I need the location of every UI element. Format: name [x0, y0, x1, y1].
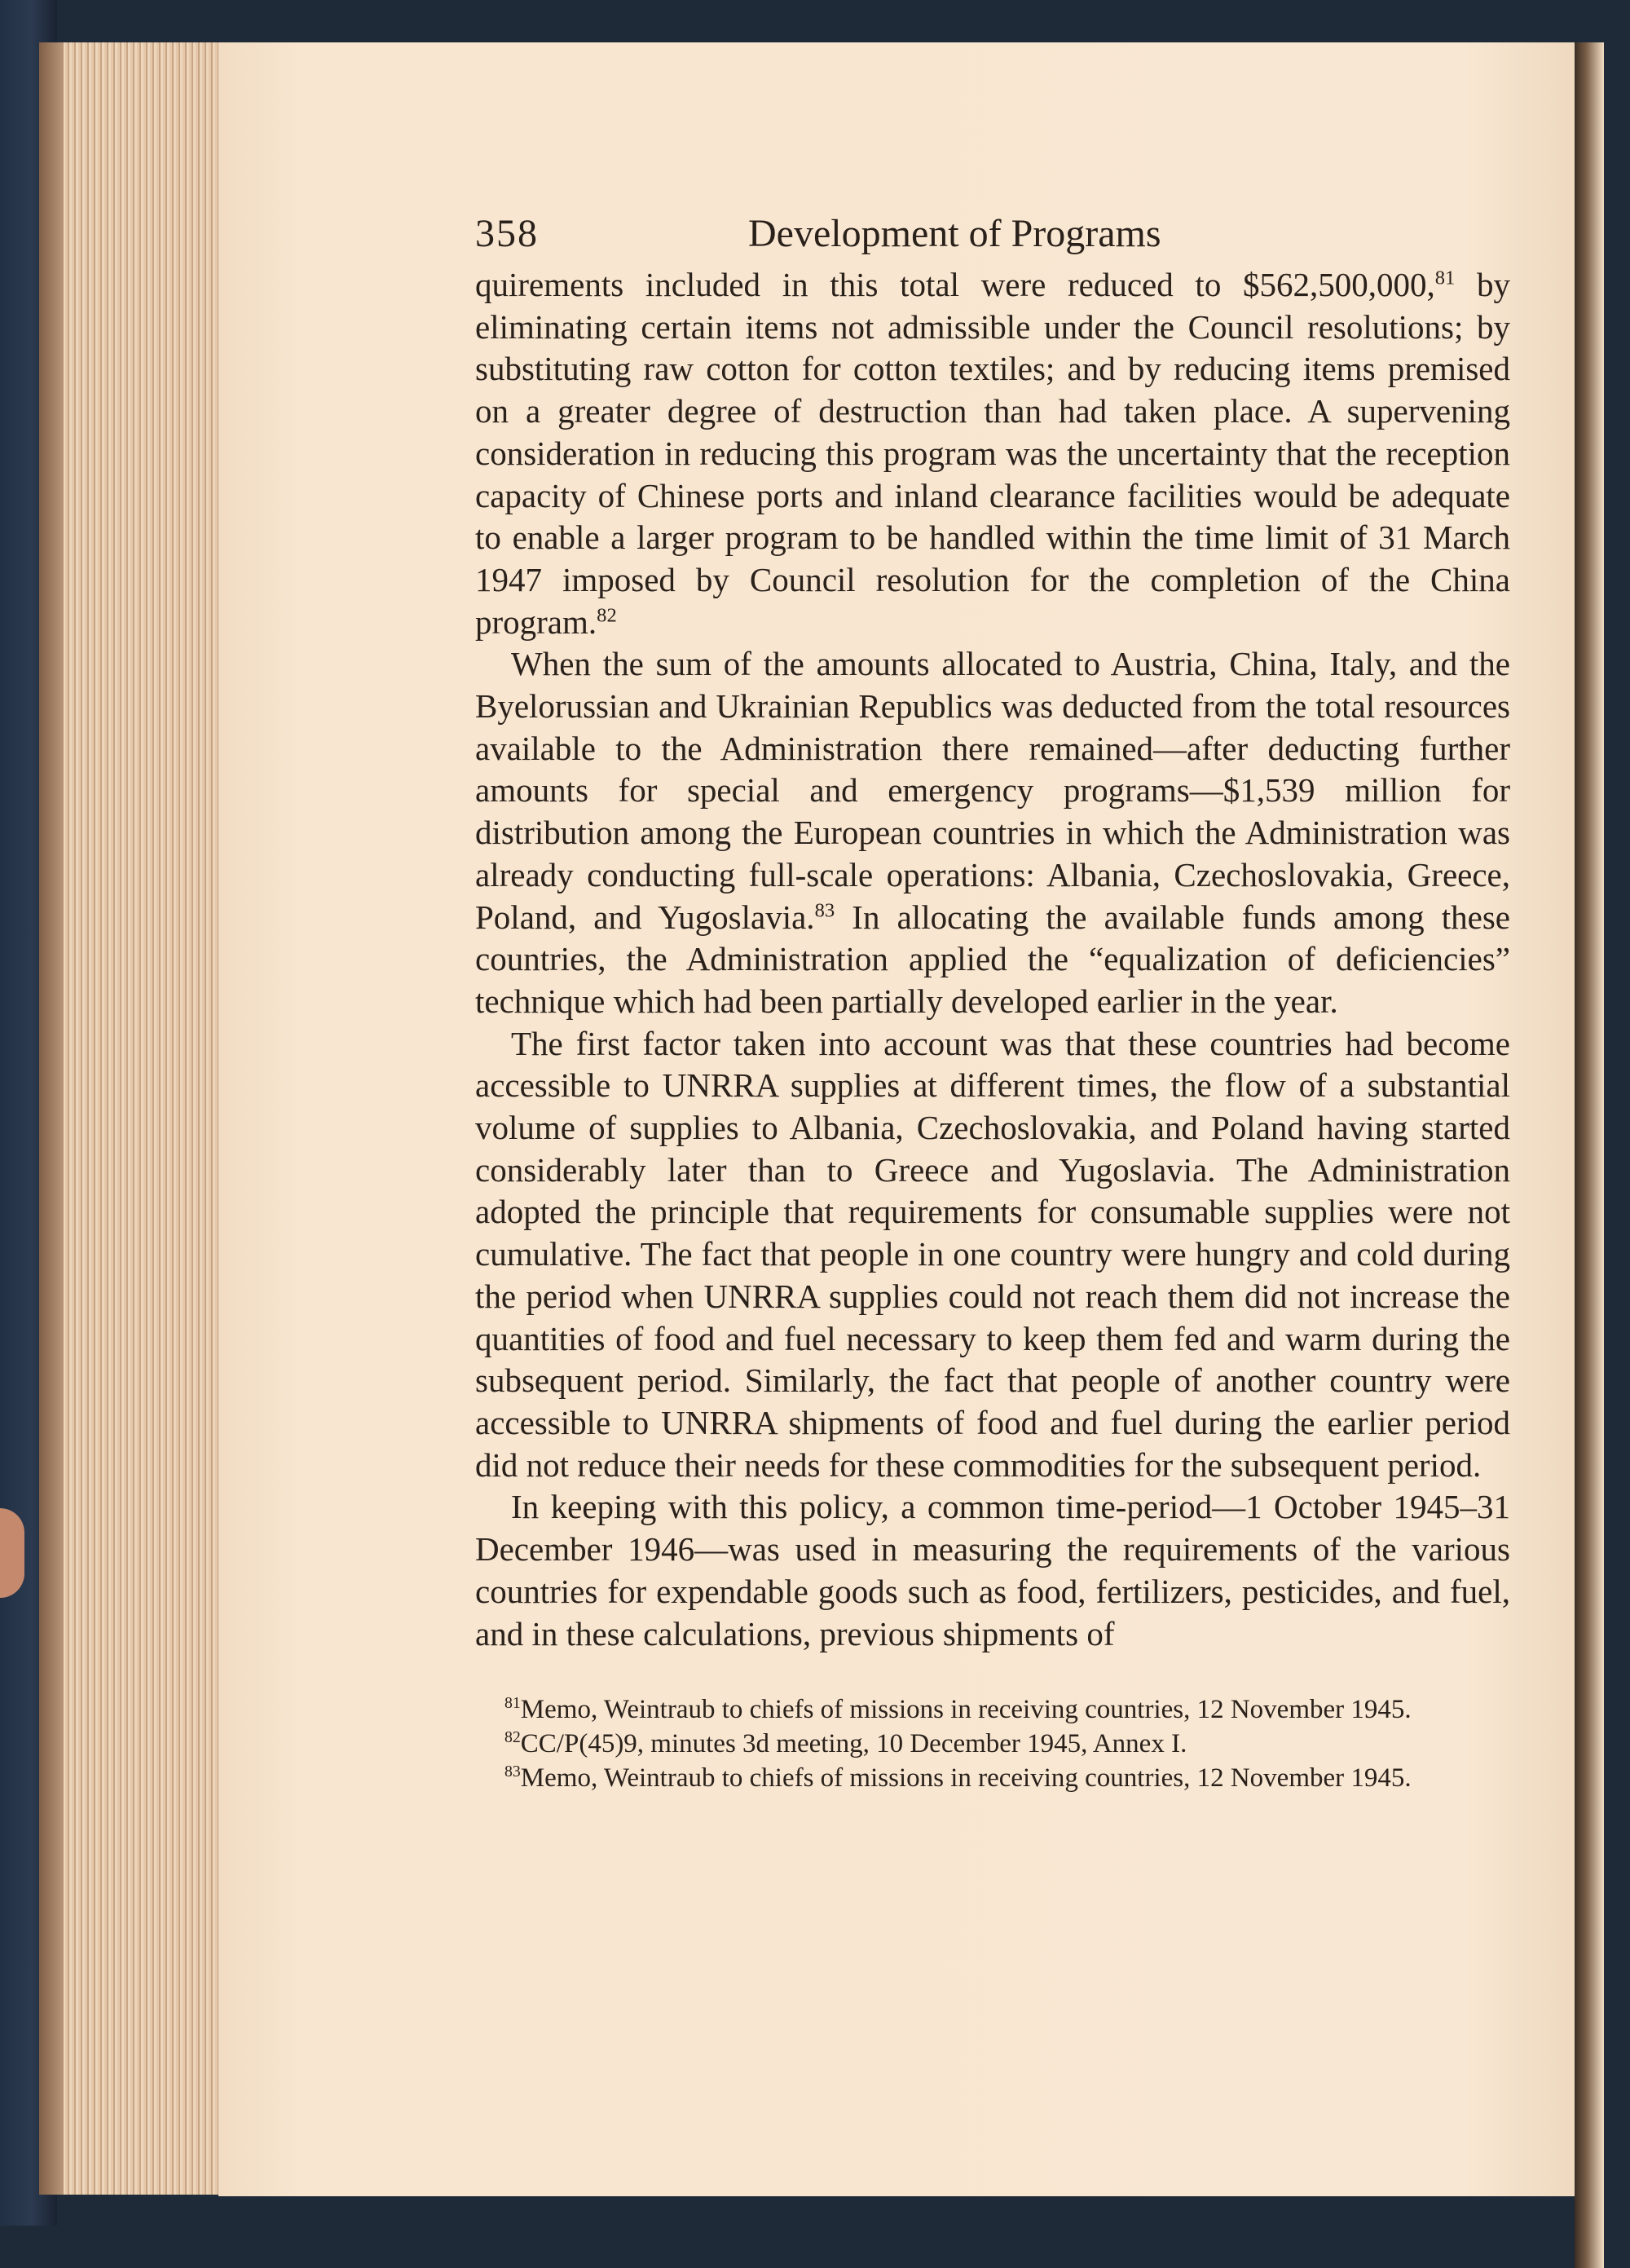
footnotes — [475, 1692, 1510, 1795]
running-title: Development of Programs — [748, 212, 1161, 255]
paragraph-text: The first factor taken into account was that these countries had become accessible to UNRRA supplies at different times, the flow of a substantial volume of supplies to Albania, Czechoslovakia, and Poland having started considerably later than to Greece and Yugoslavia. The Administration adopted the principle that requirements for consumable supplies were not cumulative. The fact that people in one country were hungry and cold during the period when UNRRA supplies could not reach them did not increase the quantities of food and fuel necessary to keep them fed and warm during the subsequent period. Similarly, the fact that people of another country were accessible to UNRRA shipments of food and fuel during the earlier period did not reduce their needs for these commodities for the subsequent period. — [475, 1024, 1510, 1484]
page-edges-shadow — [39, 42, 64, 2195]
page-gutter — [1575, 42, 1604, 2268]
footnote-ref-82: 82 — [597, 603, 617, 626]
footnote-number: 83 — [504, 1763, 521, 1781]
footnote-text: CC/P(45)9, minutes 3d meeting, 10 December 1945, Annex I. — [520, 1729, 1187, 1759]
footnote-text: Memo, Weintraub to chiefs of missions in receiving countries, 12 November 1945. — [520, 1763, 1412, 1794]
paragraph-text: by eliminating certain items not admissible under the Council resolutions; by substituting raw cotton for cotton textiles; and by reducing items premised on a greater degree of destruction than had taken place. A supervening consideration in reducing this program was the uncertainty that the reception capacity of Chinese ports and inland clearance facilities would be adequate to enable a larger program to be handled within the time limit of 31 March 1947 imposed by Council resolution for the completion of the China program. — [475, 266, 1510, 641]
running-head — [475, 204, 1510, 264]
paragraph-3 — [475, 1023, 1510, 1487]
footnote-text: Memo, Weintraub to chiefs of missions in receiving countries, 12 November 1945. — [520, 1695, 1412, 1725]
paragraph-text: When the sum of the amounts allocated to Austria, China, Italy, and the Byelorussian and Ukrainian Republics was deducted from the total resources available to the Administration there remained—after deducting further amounts for special and emergency programs—$1,539 million for distribution among the European countries in which the Administration was already conducting full-scale operations: Albania, Czechoslovakia, Greece, Poland, and Yugoslavia. — [475, 645, 1510, 936]
footnote-83 — [475, 1761, 1510, 1795]
thumb-holding-book — [0, 1508, 24, 1598]
paragraph-4 — [475, 1486, 1510, 1655]
page-edges — [39, 42, 227, 2195]
footnote-82 — [475, 1727, 1510, 1761]
paragraph-text: In keeping with this policy, a common time-period—1 October 1945–31 December 1946—was used in measuring the requirements of the various countries for expendable goods such as food, fertilizers, pesticides, and fuel, and in these calculations, previous shipments of — [475, 1488, 1510, 1652]
footnote-ref-81: 81 — [1434, 267, 1456, 289]
footnote-number: 81 — [504, 1694, 521, 1713]
page-text-block — [475, 204, 1510, 1795]
paragraph-text: quirements included in this total were reduced to $562,500,000, — [475, 266, 1435, 303]
paragraph-text: In allocating the available funds among these countries, the Administration applied the “equalization of deficiencies” technique which had been partially developed earlier in the year. — [475, 898, 1510, 1020]
paragraph-1 — [475, 264, 1510, 643]
footnote-ref-83: 83 — [814, 898, 835, 921]
footnote-number: 82 — [504, 1728, 521, 1747]
footnote-81 — [475, 1692, 1510, 1727]
page-number: 358 — [475, 212, 539, 255]
paragraph-2 — [475, 643, 1510, 1022]
